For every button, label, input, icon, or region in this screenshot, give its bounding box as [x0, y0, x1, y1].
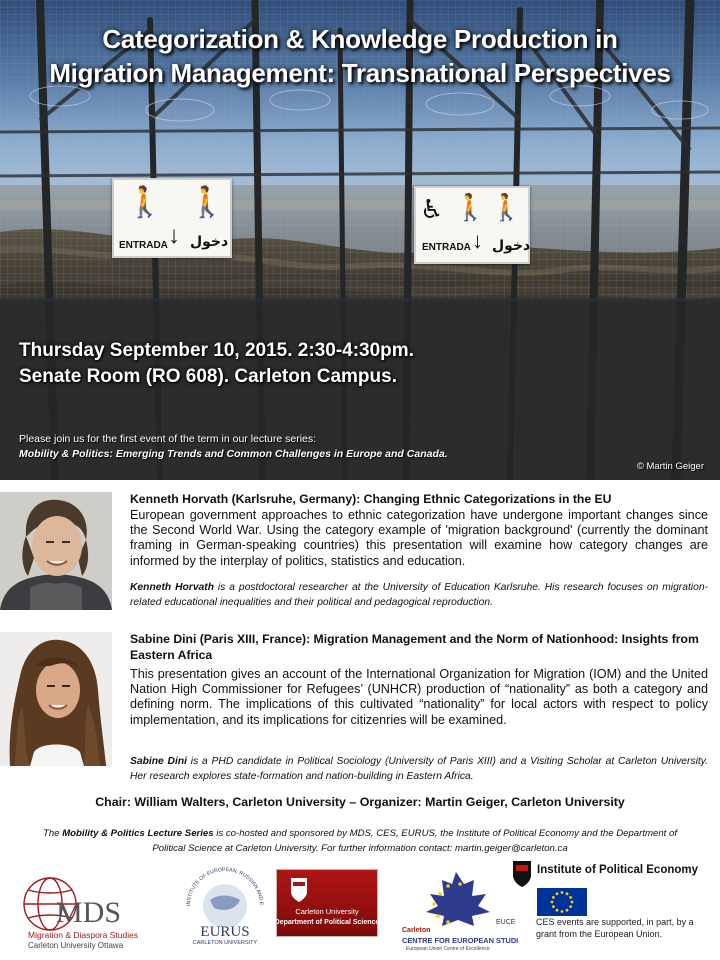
mds-logo-name: MDS: [56, 896, 122, 929]
political-science-logo: [276, 869, 378, 937]
speaker1-abstract: European government approaches to ethnic categorization have undergone important changes since the Second World War. Using the category example of 'migration background' (currently the dominant framing in German-speaking countries) this presentation will examine how category changes are informed by the interplay of politics, statistics and education.: [130, 508, 708, 568]
poster-title-line2: Migration Management: Transnational Perspectives: [49, 58, 671, 88]
maple-leaf-icon: [426, 872, 490, 926]
ipe-name: Institute of Political Economy: [537, 864, 699, 876]
ces-sub: European Union Centre of Excellence: [406, 946, 490, 952]
poster-title-line1: Categorization & Knowledge Production in: [102, 24, 618, 54]
ces-logo: [400, 866, 518, 952]
sponsor-note: [40, 826, 680, 856]
photo-credit: © Martin Geiger: [636, 461, 704, 472]
speaker1-bio: [130, 580, 708, 610]
mds-logo: [22, 870, 172, 950]
speaker1-bio-text: is a postdoctoral researcher at the University of Education Karlsruhe. His research focuses on migration-related educational inequalities and their political and pedagogical reproduction.: [130, 582, 708, 608]
carleton-shield-icon: [291, 878, 307, 902]
ces-carleton: Carleton: [402, 927, 431, 934]
entrance-sign-left: [112, 178, 232, 258]
eurus-sub: CARLETON UNIVERSITY: [192, 940, 258, 946]
speaker2-abstract: This presentation gives an account of the International Organization for Migration (IOM) and the United Nation High Commissioner for Refugees’ (UNHCR) production of “nationality” as both a category and defining norm. The implications of this cultivated “nationality” for local actors with respect to policy implementation, and its implications for citizenries will be examined.: [130, 667, 708, 727]
speaker1-portrait-illustration: [0, 492, 112, 610]
pedestrian-icon: 🚶: [126, 186, 164, 219]
speaker2-portrait-illustration: [0, 632, 112, 766]
event-location: Senate Room (RO 608). Carleton Campus.: [19, 366, 397, 387]
eu-flag-icon: [537, 888, 587, 916]
speaker2-heading: Sabine Dini (Paris XIII, France): Migration Management and the Norm of Nationhood: Insights from Eastern Africa: [130, 632, 699, 662]
person-with-bag-icon: 🚶: [188, 186, 226, 219]
eu-funding-note: CES events are supported, in part, by a grant from the European Union.: [536, 917, 694, 939]
ces-badge: EUCE: [496, 919, 516, 926]
event-date: Thursday September 10, 2015. 2:30-4:30pm.: [19, 340, 414, 361]
down-arrow-icon: ↓: [168, 222, 180, 249]
speaker2-bio-name: Sabine Dini: [130, 756, 187, 767]
ipe-logo: [511, 857, 711, 891]
wheelchair-icon: ♿: [420, 194, 444, 224]
eurus-logo: [180, 866, 270, 946]
speaker2-bio-text: is a PHD candidate in Political Sociology (University of Paris XIII) and a Visiting Scholar at Carleton University. Her research explores state-formation and nation-building in Eastern Africa.: [130, 756, 708, 782]
mds-logo-line1: Migration & Diaspora Studies: [28, 930, 139, 940]
sponsor-post: is co-hosted and sponsored by MDS, CES, EURUS, the Institute of Political Economy and the Department of Political Science at Carleton University. For further information contact: martin.geiger@carleton.ca: [152, 828, 677, 854]
speaker1-bio-name: Kenneth Horvath: [130, 582, 214, 593]
person-with-bag-icon: 🚶: [490, 192, 523, 222]
globe-icon: [22, 870, 172, 950]
mds-logo-line2: Carleton University Ottawa: [28, 941, 124, 950]
sponsor-series-name: Mobility & Politics Lecture Series: [62, 828, 214, 839]
chair-organizer-line: Chair: William Walters, Carleton University – Organizer: Martin Geiger, Carleton University: [95, 795, 625, 809]
sign-label-entrada: ENTRADA: [119, 240, 168, 251]
ces-name: CENTRE FOR EUROPEAN STUDIES: [402, 936, 518, 945]
speaker2-photo: [0, 632, 112, 766]
pedestrian-icon: 🚶: [454, 192, 487, 222]
eurus-arc-text: INSTITUTE OF EUROPEAN, RUSSIAN AND E: [185, 866, 265, 907]
sign-label-arabic: دخول: [492, 238, 531, 254]
sign-label-entrada: ENTRADA: [422, 242, 471, 253]
speaker1-photo: [0, 492, 112, 610]
down-arrow-icon: ↓: [472, 228, 483, 253]
speaker2-bio: [130, 754, 708, 784]
series-title: Mobility & Politics: Emerging Trends and Common Challenges in Europe and Canada.: [19, 448, 448, 460]
invite-text: Please join us for the first event of the term in our lecture series:: [19, 433, 317, 445]
carleton-crest-icon: [513, 861, 531, 887]
speaker1-heading: Kenneth Horvath (Karlsruhe, Germany): Changing Ethnic Categorizations in the EU: [130, 492, 612, 506]
polisci-line1: Carleton University: [295, 907, 359, 916]
sign-label-arabic: دخول: [190, 234, 229, 250]
eurus-name: EURUS: [200, 924, 250, 940]
sponsor-pre: The: [42, 828, 63, 839]
polisci-line2: Department of Political Science: [277, 919, 377, 926]
entrance-sign-right: [414, 186, 530, 264]
